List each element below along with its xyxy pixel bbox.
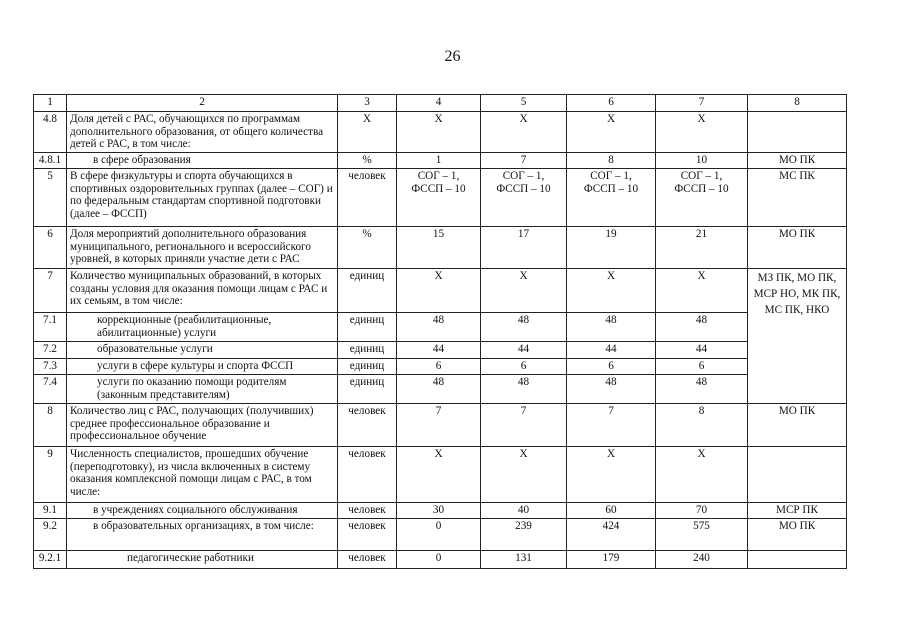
- unit-cell: человек: [338, 551, 397, 569]
- value-cell: 7: [481, 153, 567, 169]
- value-cell: 6: [397, 359, 481, 375]
- row-number: 7: [34, 269, 67, 313]
- value-cell: 44: [397, 342, 481, 359]
- table-row: [34, 269, 847, 313]
- value-cell: 7: [397, 404, 481, 447]
- indicator-name: образовательные услуги: [67, 342, 338, 359]
- table-row: [34, 519, 847, 551]
- value-cell: X: [567, 112, 656, 153]
- value-cell: 6: [567, 359, 656, 375]
- value-line: ФССП – 10: [496, 182, 551, 195]
- value-cell: 179: [567, 551, 656, 569]
- indicator-name: Доля детей с РАС, обучающихся по программам дополнительного образования, от общего количества детей с РАС, в том числе:: [67, 112, 338, 153]
- value-line: СОГ – 1,: [680, 170, 723, 182]
- indicator-name: коррекционные (реабилитационные, абилитационные) услуги: [67, 313, 338, 342]
- value-cell: X: [656, 269, 748, 313]
- value-line: СОГ – 1,: [590, 170, 632, 182]
- row-number: 7.1: [34, 313, 67, 342]
- unit-cell: человек: [338, 404, 397, 447]
- value-cell: X: [656, 112, 748, 153]
- value-cell: 48: [481, 375, 567, 404]
- value-cell: 60: [567, 503, 656, 519]
- value-cell: X: [397, 269, 481, 313]
- value-cell: 10: [656, 153, 748, 169]
- value-cell: 48: [567, 375, 656, 404]
- value-line: СОГ – 1,: [417, 170, 460, 182]
- table-row: [34, 153, 847, 169]
- row-number: 4.8.1: [34, 153, 67, 169]
- unit-cell: X: [338, 112, 397, 153]
- indicator-name: в учреждениях социального обслуживания: [67, 503, 338, 519]
- value-cell: 48: [481, 313, 567, 342]
- unit-cell: человек: [338, 519, 397, 551]
- indicator-name: в сфере образования: [67, 153, 338, 169]
- header-cell: 4: [397, 95, 481, 112]
- value-cell: 1: [397, 153, 481, 169]
- header-cell: 3: [338, 95, 397, 112]
- value-cell: 240: [656, 551, 748, 569]
- table-row: [34, 169, 847, 227]
- table-row: [34, 227, 847, 269]
- value-cell: 7: [567, 404, 656, 447]
- data-table: [33, 94, 847, 569]
- value-cell: 424: [567, 519, 656, 551]
- unit-cell: единиц: [338, 269, 397, 313]
- responsible-cell: МСР ПК: [748, 503, 847, 519]
- value-line: ФССП – 10: [411, 182, 466, 195]
- header-cell: 1: [34, 95, 67, 112]
- value-cell: 44: [481, 342, 567, 359]
- value-cell: 48: [397, 313, 481, 342]
- indicator-name: Количество лиц с РАС, получающих (получивших) среднее профессиональное образование и профессиональное обучение: [67, 404, 338, 447]
- indicator-name: услуги в сфере культуры и спорта ФССП: [67, 359, 338, 375]
- value-cell: [656, 169, 748, 227]
- value-cell: 48: [656, 313, 748, 342]
- table-row: [34, 112, 847, 153]
- row-number: 5: [34, 169, 67, 227]
- value-cell: 17: [481, 227, 567, 269]
- indicator-name: в образовательных организациях, в том числе:: [67, 519, 338, 551]
- value-cell: 131: [481, 551, 567, 569]
- table-row: [34, 375, 847, 404]
- header-row: [34, 95, 847, 112]
- indicator-name: педагогические работники: [67, 551, 338, 569]
- unit-cell: человек: [338, 503, 397, 519]
- value-cell: X: [397, 447, 481, 503]
- value-cell: 0: [397, 551, 481, 569]
- responsible-cell: [748, 447, 847, 503]
- value-cell: X: [481, 447, 567, 503]
- value-cell: X: [481, 269, 567, 313]
- value-cell: X: [656, 447, 748, 503]
- value-cell: 6: [656, 359, 748, 375]
- value-cell: 44: [567, 342, 656, 359]
- row-number: 9.2: [34, 519, 67, 551]
- indicator-name: Количество муниципальных образований, в которых созданы условия для оказания помощи лицам с РАС и их семьям, в том числе:: [67, 269, 338, 313]
- value-cell: 0: [397, 519, 481, 551]
- value-cell: X: [397, 112, 481, 153]
- unit-cell: %: [338, 227, 397, 269]
- indicator-name: В сфере физкультуры и спорта обучающихся в спортивных оздоровительных группах (далее – СОГ) и по федеральным стандартам спортивной подготовки (далее – ФССП): [67, 169, 338, 227]
- value-line: ФССП – 10: [674, 182, 729, 195]
- value-cell: X: [567, 269, 656, 313]
- value-cell: 21: [656, 227, 748, 269]
- value-cell: 48: [397, 375, 481, 404]
- row-number: 8: [34, 404, 67, 447]
- value-cell: [481, 169, 567, 227]
- value-cell: 8: [656, 404, 748, 447]
- value-line: ФССП – 10: [583, 182, 639, 195]
- responsible-cell: МЗ ПК, МО ПК, МСР НО, МК ПК, МС ПК, НКО: [748, 269, 847, 404]
- unit-cell: человек: [338, 169, 397, 227]
- value-cell: X: [567, 447, 656, 503]
- row-number: 7.2: [34, 342, 67, 359]
- unit-cell: %: [338, 153, 397, 169]
- value-cell: 239: [481, 519, 567, 551]
- value-cell: 6: [481, 359, 567, 375]
- responsible-cell: [748, 551, 847, 569]
- responsible-cell: МО ПК: [748, 519, 847, 551]
- row-number: 9.2.1: [34, 551, 67, 569]
- value-cell: 19: [567, 227, 656, 269]
- responsible-cell: МО ПК: [748, 227, 847, 269]
- value-cell: 15: [397, 227, 481, 269]
- unit-cell: единиц: [338, 359, 397, 375]
- value-cell: 575: [656, 519, 748, 551]
- row-number: 9: [34, 447, 67, 503]
- responsible-cell: [748, 112, 847, 153]
- table-row: [34, 447, 847, 503]
- header-cell: 2: [67, 95, 338, 112]
- responsible-cell: МС ПК: [748, 169, 847, 227]
- page-number: 26: [444, 48, 461, 65]
- value-cell: [397, 169, 481, 227]
- row-number: 7.4: [34, 375, 67, 404]
- table-row: [34, 313, 847, 342]
- value-cell: 7: [481, 404, 567, 447]
- table-row: [34, 342, 847, 359]
- indicator-name: Доля мероприятий дополнительного образования муниципального, регионального и всероссийского уровней, в которых приняли участие дети с РАС: [67, 227, 338, 269]
- unit-cell: единиц: [338, 313, 397, 342]
- value-cell: [567, 169, 656, 227]
- responsible-cell: МО ПК: [748, 153, 847, 169]
- value-cell: X: [481, 112, 567, 153]
- value-cell: 48: [656, 375, 748, 404]
- table-row: [34, 359, 847, 375]
- table-row: [34, 551, 847, 569]
- row-number: 4.8: [34, 112, 67, 153]
- value-cell: 48: [567, 313, 656, 342]
- header-cell: 5: [481, 95, 567, 112]
- header-cell: 8: [748, 95, 847, 112]
- unit-cell: единиц: [338, 375, 397, 404]
- value-cell: 8: [567, 153, 656, 169]
- header-cell: 7: [656, 95, 748, 112]
- value-line: СОГ – 1,: [502, 170, 545, 182]
- responsible-cell: МО ПК: [748, 404, 847, 447]
- indicator-name: Численность специалистов, прошедших обучение (переподготовку), из числа включенных в систему оказания комплексной помощи лицам с РАС, в том числе:: [67, 447, 338, 503]
- value-cell: 40: [481, 503, 567, 519]
- header-cell: 6: [567, 95, 656, 112]
- row-number: 6: [34, 227, 67, 269]
- value-cell: 44: [656, 342, 748, 359]
- indicator-name: услуги по оказанию помощи родителям (законным представителям): [67, 375, 338, 404]
- unit-cell: человек: [338, 447, 397, 503]
- row-number: 9.1: [34, 503, 67, 519]
- unit-cell: единиц: [338, 342, 397, 359]
- table-row: [34, 503, 847, 519]
- value-cell: 30: [397, 503, 481, 519]
- value-cell: 70: [656, 503, 748, 519]
- table-row: [34, 404, 847, 447]
- row-number: 7.3: [34, 359, 67, 375]
